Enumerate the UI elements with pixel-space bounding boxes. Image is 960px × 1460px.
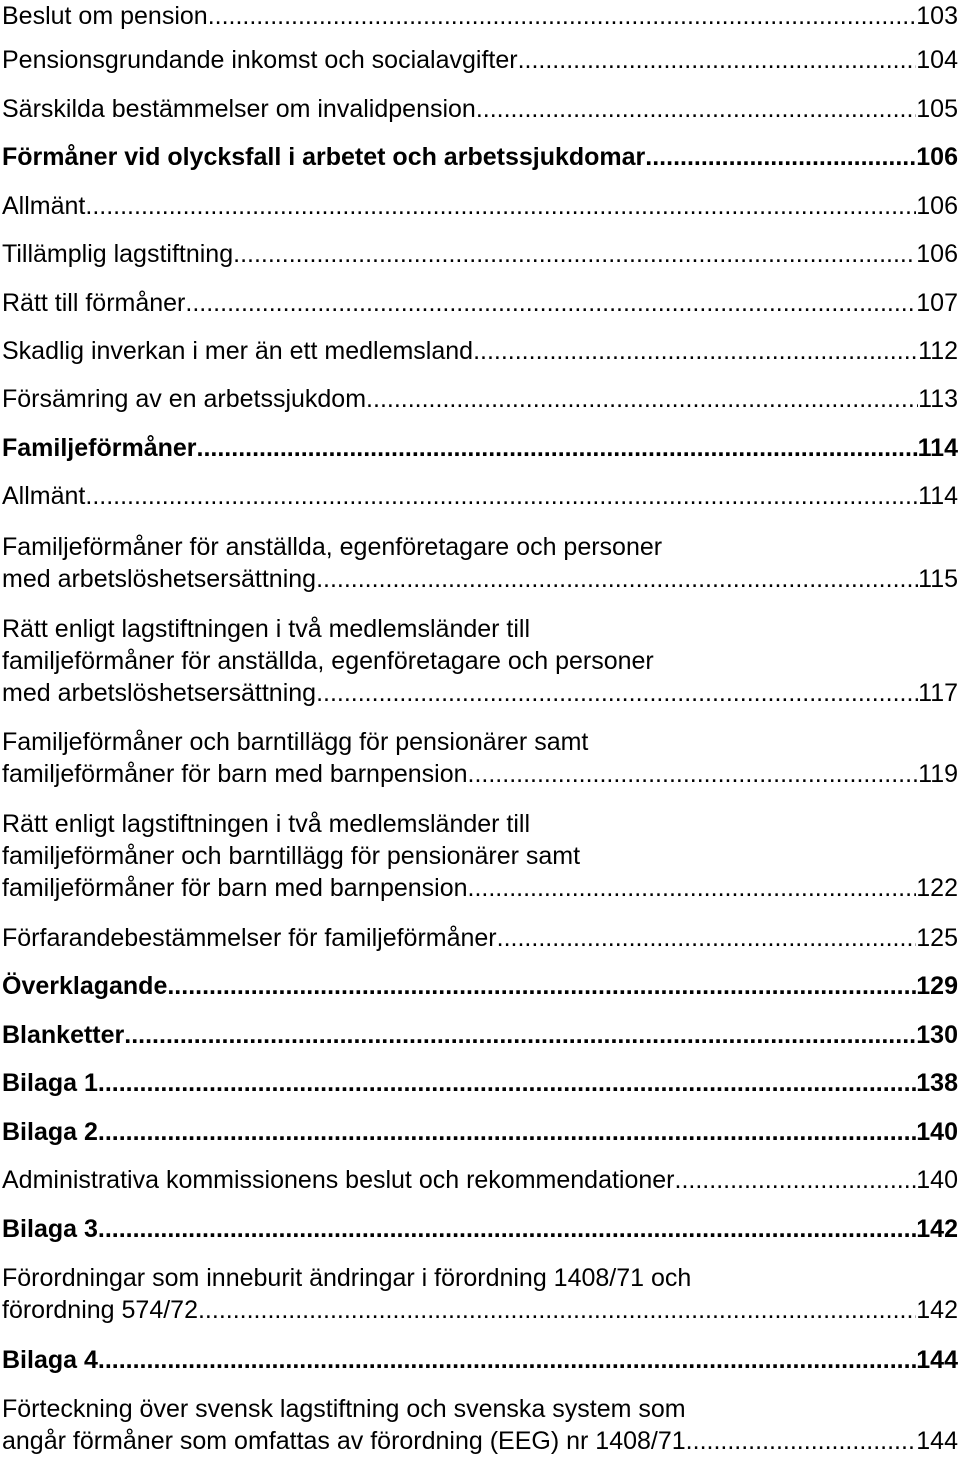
toc-entry[interactable] xyxy=(2,1019,958,1051)
toc-page-number: 107 xyxy=(916,289,958,317)
toc-entry-last-line xyxy=(2,1019,958,1051)
dot-leader xyxy=(233,238,916,270)
dot-leader xyxy=(185,287,916,319)
toc-entry[interactable] xyxy=(2,190,958,222)
toc-page-number: 122 xyxy=(916,874,958,902)
toc-entry-title: Bilaga 4 xyxy=(2,1346,98,1374)
toc-page-number: 142 xyxy=(916,1215,958,1243)
toc-entry-title-line: Rätt enligt lagstiftningen i två medlemsländer till xyxy=(2,810,531,838)
toc-entry-last-line xyxy=(2,93,958,125)
dot-leader xyxy=(686,1425,917,1457)
toc-entry-title: Pensionsgrundande inkomst och socialavgifter xyxy=(2,46,518,74)
toc-entry-last-line xyxy=(2,44,958,76)
toc-entry-title: Allmänt xyxy=(2,482,86,510)
dot-leader xyxy=(518,44,917,76)
toc-page-number: 130 xyxy=(916,1021,958,1049)
toc-entry-title: Förmåner vid olycksfall i arbetet och arbetssjukdomar xyxy=(2,143,646,171)
toc-entry-last-line xyxy=(2,563,958,595)
toc-page-number: 138 xyxy=(916,1069,958,1097)
toc-entry[interactable] xyxy=(2,1067,958,1099)
toc-page-number: 140 xyxy=(916,1166,958,1194)
toc-entry-title: Försämring av en arbetssjukdom xyxy=(2,385,367,413)
toc-entry-title-line: familjeförmåner för anställda, egenföretagare och personer xyxy=(2,647,654,675)
toc-entry-title: Rätt till förmåner xyxy=(2,289,186,317)
toc-entry-last-line xyxy=(2,677,958,709)
toc-page-number: 125 xyxy=(916,924,958,952)
dot-leader xyxy=(124,1019,916,1051)
toc-entry[interactable] xyxy=(2,1262,958,1326)
toc-entry[interactable] xyxy=(2,335,958,367)
toc-entry[interactable] xyxy=(2,531,958,595)
toc-entry-title: Administrativa kommissionens beslut och rekommendationer xyxy=(2,1166,675,1194)
toc-entry[interactable] xyxy=(2,1213,958,1245)
toc-entry[interactable] xyxy=(2,922,958,954)
toc-entry[interactable] xyxy=(2,432,958,464)
toc-entry-last-line xyxy=(2,480,958,512)
toc-entry[interactable] xyxy=(2,808,958,904)
toc-page-number: 104 xyxy=(916,46,958,74)
toc-page-number: 140 xyxy=(916,1118,958,1146)
toc-entry-last-line xyxy=(2,383,958,415)
toc-entry-title-line: familjeförmåner och barntillägg för pensionärer samt xyxy=(2,842,581,870)
toc-page-number: 144 xyxy=(916,1427,958,1455)
toc-entry-title: Bilaga 1 xyxy=(2,1069,98,1097)
toc-entry-title-line: Rätt enligt lagstiftningen i två medlemsländer till xyxy=(2,615,531,643)
dot-leader xyxy=(675,1164,917,1196)
toc-entry-last-line xyxy=(2,1164,958,1196)
toc-entry-last-line xyxy=(2,1213,958,1245)
toc-entry-title: Bilaga 3 xyxy=(2,1215,98,1243)
toc-entry[interactable] xyxy=(2,238,958,270)
dot-leader xyxy=(316,563,918,595)
toc-entry-last-line xyxy=(2,1294,958,1326)
toc-entry-title: Skadlig inverkan i mer än ett medlemsland xyxy=(2,337,474,365)
toc-page-number: 103 xyxy=(916,2,958,30)
toc-entry-last-line xyxy=(2,1344,958,1376)
toc-entry-title: Beslut om pension xyxy=(2,2,208,30)
dot-leader xyxy=(366,383,918,415)
dot-leader xyxy=(468,758,919,790)
dot-leader xyxy=(98,1344,916,1376)
dot-leader xyxy=(316,677,918,709)
toc-entry-last-line xyxy=(2,872,958,904)
toc-entry-title: Familjeförmåner xyxy=(2,434,197,462)
toc-entry-last-line xyxy=(2,190,958,222)
toc-entry-last-line xyxy=(2,287,958,319)
toc-entry-title-line: Familjeförmåner och barntillägg för pensionärer samt xyxy=(2,728,589,756)
toc-page-number: 105 xyxy=(916,95,958,123)
toc-entry-title-line: Förteckning över svensk lagstiftning och svenska system som xyxy=(2,1395,686,1423)
toc-entry[interactable] xyxy=(2,1344,958,1376)
toc-entry-title: med arbetslöshetsersättning xyxy=(2,679,317,707)
toc-page-number: 114 xyxy=(917,434,958,462)
toc-entry-last-line xyxy=(2,0,958,32)
toc-entry-last-line xyxy=(2,922,958,954)
toc-entry[interactable] xyxy=(2,1393,958,1457)
toc-entry-title-line: Förordningar som inneburit ändringar i förordning 1408/71 och xyxy=(2,1264,692,1292)
toc-entry[interactable] xyxy=(2,726,958,790)
toc-entry-title: Tillämplig lagstiftning xyxy=(2,240,234,268)
toc-page-number: 117 xyxy=(918,679,958,707)
dot-leader xyxy=(167,970,916,1002)
toc-entry[interactable] xyxy=(2,613,958,709)
toc-entry-title-line: Familjeförmåner för anställda, egenföretagare och personer xyxy=(2,533,663,561)
toc-page-number: 129 xyxy=(916,972,958,1000)
toc-page-number: 119 xyxy=(918,760,958,788)
toc-entry-last-line xyxy=(2,141,958,173)
toc-entry-last-line xyxy=(2,432,958,464)
dot-leader xyxy=(476,93,916,125)
toc-entry-title: Allmänt xyxy=(2,192,86,220)
dot-leader xyxy=(497,922,917,954)
toc-entry[interactable] xyxy=(2,970,958,1002)
toc-entry-title: Bilaga 2 xyxy=(2,1118,98,1146)
toc-entry-last-line xyxy=(2,758,958,790)
dot-leader xyxy=(85,190,916,222)
dot-leader xyxy=(98,1116,916,1148)
toc-entry-title: angår förmåner som omfattas av förordning (EEG) nr 1408/71 xyxy=(2,1427,686,1455)
toc-page-number: 106 xyxy=(916,240,958,268)
toc-entry-title: Förfarandebestämmelser för familjeförmåner xyxy=(2,924,497,952)
toc-entry[interactable] xyxy=(2,383,958,415)
toc-entry[interactable] xyxy=(2,287,958,319)
toc-page-number: 106 xyxy=(916,192,958,220)
dot-leader xyxy=(645,141,916,173)
toc-entry-last-line xyxy=(2,335,958,367)
toc-entry-last-line xyxy=(2,238,958,270)
toc-entry[interactable] xyxy=(2,141,958,173)
toc-entry-title: med arbetslöshetsersättning xyxy=(2,565,317,593)
toc-page-number: 114 xyxy=(918,482,958,510)
toc-entry[interactable] xyxy=(2,44,958,76)
dot-leader xyxy=(198,1294,916,1326)
dot-leader xyxy=(98,1067,916,1099)
toc-page-number: 144 xyxy=(916,1346,958,1374)
toc-entry[interactable] xyxy=(2,480,958,512)
toc-entry-last-line xyxy=(2,1425,958,1457)
dot-leader xyxy=(468,872,917,904)
toc-page-number: 115 xyxy=(918,565,958,593)
toc-page-number: 142 xyxy=(916,1296,958,1324)
toc-entry-last-line xyxy=(2,970,958,1002)
dot-leader xyxy=(85,480,918,512)
toc-page-number: 113 xyxy=(918,385,958,413)
toc-page-number: 106 xyxy=(916,143,958,171)
toc-entry[interactable] xyxy=(2,1116,958,1148)
toc-page-number: 112 xyxy=(918,337,958,365)
toc-entry-title: förordning 574/72 xyxy=(2,1296,198,1324)
toc-entry[interactable] xyxy=(2,93,958,125)
dot-leader xyxy=(197,432,918,464)
dot-leader xyxy=(98,1213,916,1245)
toc-entry[interactable] xyxy=(2,1164,958,1196)
toc-entry-title: Överklagande xyxy=(2,972,168,1000)
toc-entry-title: Särskilda bestämmelser om invalidpension xyxy=(2,95,476,123)
toc-entry-last-line xyxy=(2,1116,958,1148)
toc-entry-title: Blanketter xyxy=(2,1021,125,1049)
dot-leader xyxy=(473,335,918,367)
toc-entry-last-line xyxy=(2,1067,958,1099)
toc-entry-title: familjeförmåner för barn med barnpension xyxy=(2,874,468,902)
dot-leader xyxy=(208,0,917,32)
toc-entry[interactable] xyxy=(2,0,958,32)
toc-entry-title: familjeförmåner för barn med barnpension xyxy=(2,760,468,788)
